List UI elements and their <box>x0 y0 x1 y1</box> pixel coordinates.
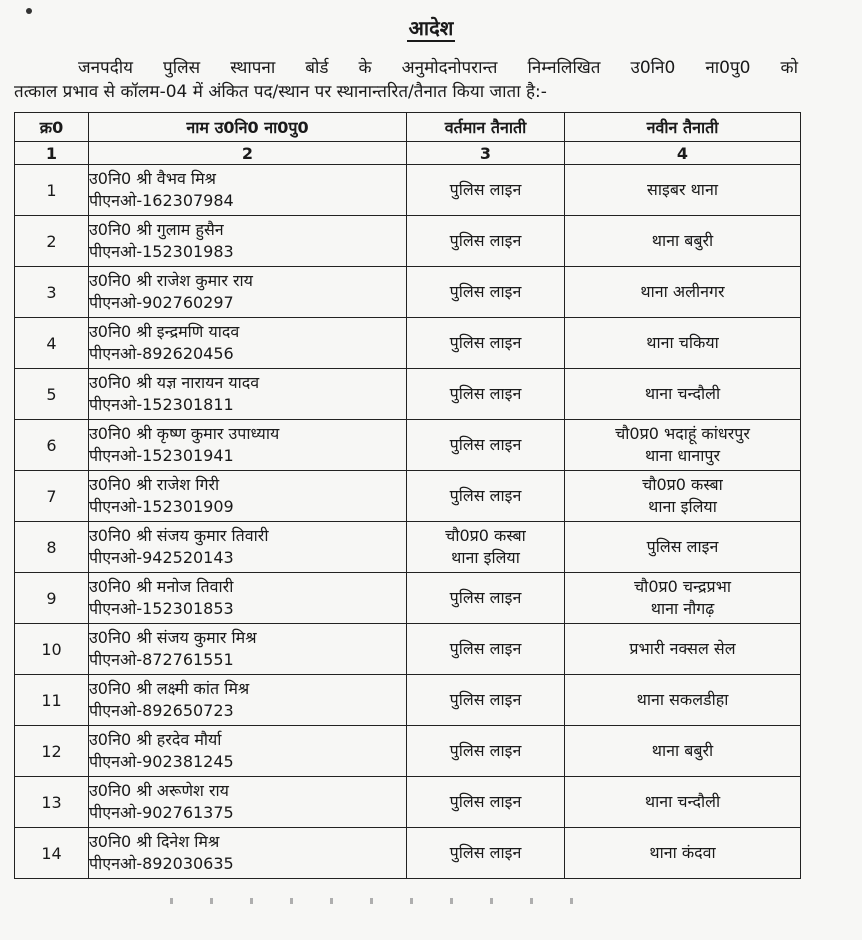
current-posting-line: पुलिस लाइन <box>449 690 522 709</box>
officer-cell <box>89 828 407 879</box>
column-number-row <box>15 142 801 165</box>
officer-name: उ0नि0 श्री हरदेव मौर्या <box>89 730 222 749</box>
current-posting-cell <box>407 624 565 675</box>
serial-cell: 9 <box>15 573 89 624</box>
officer-cell <box>89 267 407 318</box>
current-posting-line: पुलिस लाइन <box>449 486 522 505</box>
current-posting-cell <box>407 318 565 369</box>
new-posting-line: थाना चन्दौली <box>644 792 721 811</box>
officer-name: उ0नि0 श्री इन्द्रमणि यादव <box>89 322 240 341</box>
new-posting-cell <box>565 675 801 726</box>
officer-cell <box>89 624 407 675</box>
officer-cell <box>89 573 407 624</box>
new-posting-cell <box>565 828 801 879</box>
new-posting-line: थाना अलीनगर <box>640 282 725 301</box>
current-posting-line: पुलिस लाइन <box>449 792 522 811</box>
current-posting-line: पुलिस लाइन <box>449 741 522 760</box>
officer-name: उ0नि0 श्री यज्ञ नारायन यादव <box>89 373 260 392</box>
table-row <box>15 624 801 675</box>
officer-cell <box>89 522 407 573</box>
officer-cell <box>89 471 407 522</box>
officer-cell <box>89 777 407 828</box>
column-number: 4 <box>565 142 801 165</box>
table-row <box>15 726 801 777</box>
officer-pno: पीएनओ-872761551 <box>89 650 234 669</box>
officer-pno: पीएनओ-892620456 <box>89 344 234 363</box>
current-posting-cell <box>407 471 565 522</box>
officer-pno: पीएनओ-152301983 <box>89 242 234 261</box>
current-posting-line: पुलिस लाइन <box>449 639 522 658</box>
officer-name: उ0नि0 श्री अरूणेश राय <box>89 781 229 800</box>
new-posting-line: थाना बबुरी <box>651 741 714 760</box>
new-posting-line: थाना बबुरी <box>651 231 714 250</box>
officer-name: उ0नि0 श्री राजेश कुमार राय <box>89 271 253 290</box>
new-posting-line: थाना चकिया <box>646 333 719 352</box>
cut-off-text-line <box>170 898 590 904</box>
column-number: 1 <box>15 142 89 165</box>
header-name: नाम उ0नि0 ना0पु0 <box>89 113 407 142</box>
officer-cell <box>89 726 407 777</box>
current-posting-line: चौ0प्र0 कस्बा <box>445 526 526 545</box>
intro-paragraph <box>14 56 798 104</box>
new-posting-cell <box>565 726 801 777</box>
new-posting-line: थाना धानापुर <box>644 446 721 465</box>
current-posting-line: पुलिस लाइन <box>449 180 522 199</box>
officer-name: उ0नि0 श्री गुलाम हुसैन <box>89 220 224 239</box>
table-row <box>15 420 801 471</box>
officer-cell <box>89 165 407 216</box>
officer-cell <box>89 369 407 420</box>
new-posting-line: थाना सकलडीहा <box>636 690 729 709</box>
new-posting-line: चौ0प्र0 कस्बा <box>642 475 723 494</box>
header-serial: क्र0 <box>15 113 89 142</box>
current-posting-line: पुलिस लाइन <box>449 435 522 454</box>
officer-cell <box>89 318 407 369</box>
current-posting-line: पुलिस लाइन <box>449 588 522 607</box>
current-posting-cell <box>407 522 565 573</box>
new-posting-cell <box>565 573 801 624</box>
table-row <box>15 267 801 318</box>
officer-pno: पीएनओ-152301853 <box>89 599 234 618</box>
header-new-posting: नवीन तैनाती <box>565 113 801 142</box>
current-posting-cell <box>407 165 565 216</box>
current-posting-cell <box>407 420 565 471</box>
new-posting-line: थाना कंदवा <box>649 843 716 862</box>
column-number: 3 <box>407 142 565 165</box>
officer-pno: पीएनओ-162307984 <box>89 191 234 210</box>
header-row <box>15 113 801 142</box>
table-row <box>15 828 801 879</box>
officer-name: उ0नि0 श्री मनोज तिवारी <box>89 577 234 596</box>
current-posting-cell <box>407 828 565 879</box>
officer-cell <box>89 216 407 267</box>
order-title-text: आदेश <box>408 16 454 40</box>
current-posting-cell <box>407 675 565 726</box>
new-posting-cell <box>565 216 801 267</box>
new-posting-cell <box>565 267 801 318</box>
new-posting-line: साइबर थाना <box>647 180 718 199</box>
new-posting-line: चौ0प्र0 भदाहूं कांधरपुर <box>615 424 750 443</box>
new-posting-cell <box>565 369 801 420</box>
serial-cell: 13 <box>15 777 89 828</box>
order-title <box>0 14 862 41</box>
table-row <box>15 573 801 624</box>
current-posting-line: पुलिस लाइन <box>449 843 522 862</box>
table-row <box>15 216 801 267</box>
table-row <box>15 522 801 573</box>
officer-name: उ0नि0 श्री लक्ष्मी कांत मिश्र <box>89 679 250 698</box>
current-posting-cell <box>407 369 565 420</box>
officer-pno: पीएनओ-892030635 <box>89 854 234 873</box>
new-posting-cell <box>565 471 801 522</box>
officer-pno: पीएनओ-902760297 <box>89 293 234 312</box>
serial-cell: 1 <box>15 165 89 216</box>
new-posting-cell <box>565 420 801 471</box>
new-posting-cell <box>565 777 801 828</box>
table-row <box>15 675 801 726</box>
officer-name: उ0नि0 श्री कृष्ण कुमार उपाध्याय <box>89 424 280 443</box>
officer-pno: पीएनओ-152301811 <box>89 395 234 414</box>
new-posting-line: प्रभारी नक्सल सेल <box>629 639 736 658</box>
new-posting-cell <box>565 522 801 573</box>
serial-cell: 6 <box>15 420 89 471</box>
serial-cell: 7 <box>15 471 89 522</box>
officer-pno: पीएनओ-942520143 <box>89 548 234 567</box>
officer-pno: पीएनओ-892650723 <box>89 701 234 720</box>
officer-pno: पीएनओ-152301941 <box>89 446 234 465</box>
current-posting-line: पुलिस लाइन <box>449 333 522 352</box>
table-row <box>15 318 801 369</box>
serial-cell: 2 <box>15 216 89 267</box>
current-posting-cell <box>407 777 565 828</box>
serial-cell: 14 <box>15 828 89 879</box>
officer-name: उ0नि0 श्री संजय कुमार तिवारी <box>89 526 269 545</box>
officer-pno: पीएनओ-152301909 <box>89 497 234 516</box>
new-posting-line: थाना चन्दौली <box>644 384 721 403</box>
serial-cell: 8 <box>15 522 89 573</box>
table-row <box>15 165 801 216</box>
table-row <box>15 369 801 420</box>
current-posting-cell <box>407 216 565 267</box>
serial-cell: 4 <box>15 318 89 369</box>
officer-cell <box>89 420 407 471</box>
serial-cell: 5 <box>15 369 89 420</box>
current-posting-line: थाना इलिया <box>451 548 520 567</box>
current-posting-cell <box>407 267 565 318</box>
new-posting-cell <box>565 624 801 675</box>
serial-cell: 11 <box>15 675 89 726</box>
current-posting-cell <box>407 573 565 624</box>
current-posting-cell <box>407 726 565 777</box>
header-current-posting: वर्तमान तैनाती <box>407 113 565 142</box>
table-row <box>15 471 801 522</box>
serial-cell: 10 <box>15 624 89 675</box>
new-posting-line: थाना इलिया <box>648 497 717 516</box>
officer-pno: पीएनओ-902761375 <box>89 803 234 822</box>
officer-name: उ0नि0 श्री दिनेश मिश्र <box>89 832 220 851</box>
new-posting-line: पुलिस लाइन <box>646 537 719 556</box>
officer-name: उ0नि0 श्री वैभव मिश्र <box>89 169 216 188</box>
table-body <box>15 165 801 879</box>
new-posting-cell <box>565 165 801 216</box>
new-posting-line: चौ0प्र0 चन्द्रप्रभा <box>634 577 731 596</box>
current-posting-line: पुलिस लाइन <box>449 231 522 250</box>
serial-cell: 12 <box>15 726 89 777</box>
current-posting-line: पुलिस लाइन <box>449 282 522 301</box>
column-number: 2 <box>89 142 407 165</box>
transfer-table <box>14 112 801 879</box>
new-posting-cell <box>565 318 801 369</box>
officer-name: उ0नि0 श्री राजेश गिरी <box>89 475 220 494</box>
officer-cell <box>89 675 407 726</box>
officer-pno: पीएनओ-902381245 <box>89 752 234 771</box>
new-posting-line: थाना नौगढ़ <box>650 599 715 618</box>
intro-line-2: तत्काल प्रभाव से कॉलम-04 में अंकित पद/स्थान पर स्थानान्तरित/तैनात किया जाता है:- <box>14 82 547 102</box>
intro-line-1: जनपदीय पुलिस स्थापना बोर्ड के अनुमोदनोपरान्त निम्नलिखित उ0नि0 ना0पु0 को <box>78 58 798 78</box>
serial-cell: 3 <box>15 267 89 318</box>
officer-name: उ0नि0 श्री संजय कुमार मिश्र <box>89 628 257 647</box>
current-posting-line: पुलिस लाइन <box>449 384 522 403</box>
table-row <box>15 777 801 828</box>
